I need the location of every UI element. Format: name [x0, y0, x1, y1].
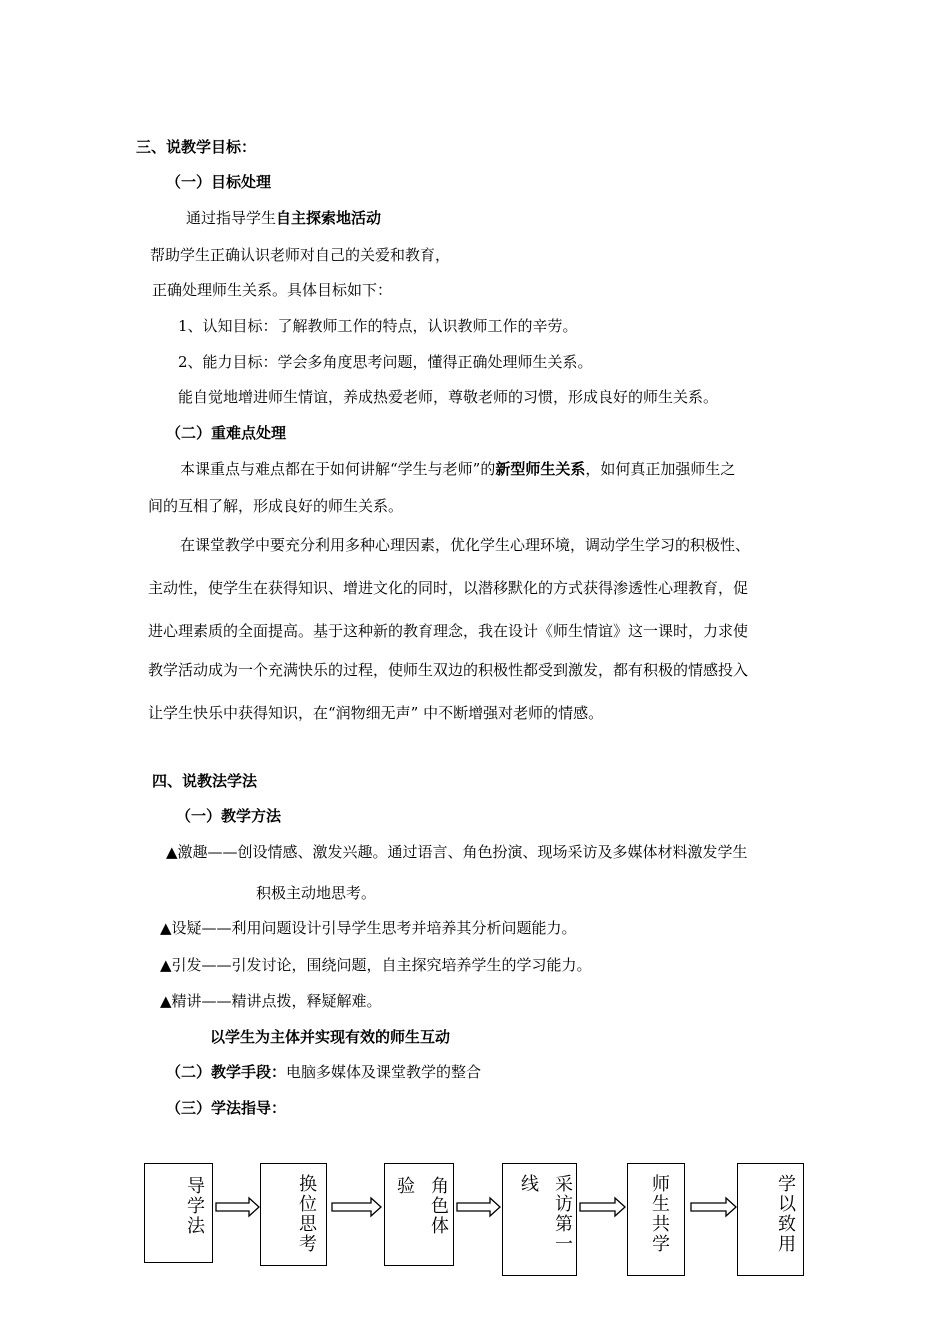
method-2: ▲设疑——利用问题设计引导学生思考并培养其分析问题能力。	[160, 919, 577, 937]
para-line: 进心理素质的全面提高。基于这种新的教育理念，我在设计《师生情谊》这一课时，力求使	[148, 622, 749, 640]
flow-box-6-label: 学以致用	[775, 1174, 796, 1254]
flow-box-5-label: 师生共学	[649, 1174, 670, 1254]
section3-sub2: （二）重难点处理	[166, 424, 287, 442]
para-line: 主动性，使学生在获得知识、增进文化的同时，以潜移默化的方式获得渗透性心理教育，促	[148, 579, 749, 597]
section4-sub2	[166, 1062, 481, 1082]
section3-sub1: （一）目标处理	[166, 173, 272, 191]
flow-arrow-icon	[456, 1196, 502, 1218]
flow-box-1-label: 导学法	[184, 1176, 205, 1236]
k1-bold: 新型师生关系	[495, 460, 586, 478]
flow-box-6	[737, 1163, 804, 1276]
flow-box-4-left: 线	[518, 1174, 539, 1194]
flow-arrow-icon	[579, 1196, 627, 1218]
k1-suffix: ，如何真正加强师生之	[585, 460, 736, 478]
flow-box-4	[502, 1163, 577, 1276]
flow-box-4-right: 采访第一	[552, 1174, 573, 1254]
p1-prefix: 通过指导学生	[186, 209, 277, 227]
goal-1: 1、认知目标：了解教师工作的特点，认识教师工作的辛劳。	[178, 317, 578, 335]
section3-heading: 三、说教学目标：	[136, 138, 257, 156]
flow-box-3-left: 验	[394, 1176, 415, 1196]
para-line: 让学生快乐中获得知识，在“润物细无声” 中不断增强对老师的情感。	[148, 704, 604, 722]
flow-box-5	[627, 1163, 685, 1276]
goal-3: 能自觉地增进师生情谊，养成热爱老师，尊敬老师的习惯，形成良好的师生关系。	[178, 388, 719, 406]
flow-arrow-icon	[215, 1196, 261, 1218]
flow-box-3-right: 角色体	[428, 1176, 449, 1236]
section4-sub3: （三）学法指导：	[166, 1099, 287, 1117]
center-statement: 以学生为主体并实现有效的师生互动	[210, 1028, 451, 1046]
section4-heading: 四、说教法学法	[152, 772, 258, 790]
flow-arrow-icon	[331, 1196, 383, 1218]
flow-box-2-label: 换位思考	[296, 1174, 317, 1254]
section3-p1	[186, 208, 381, 228]
method-1a: ▲激趣——创设情感、激发兴趣。通过语言、角色扮演、现场采访及多媒体材料激发学生	[166, 843, 748, 861]
method-1b: 积极主动地思考。	[256, 884, 377, 902]
flow-box-1	[144, 1163, 213, 1263]
section3-p2: 帮助学生正确认识老师对自己的关爱和教育，	[150, 246, 451, 264]
method-4: ▲精讲——精讲点拨，释疑解难。	[160, 992, 382, 1010]
section3-p3: 正确处理师生关系。具体目标如下：	[152, 281, 393, 299]
method-3: ▲引发——引发讨论，围绕问题，自主探究培养学生的学习能力。	[160, 956, 592, 974]
key-line-1	[180, 459, 735, 479]
sub2-label: （二）教学手段：	[166, 1063, 287, 1081]
flow-box-3	[384, 1163, 454, 1266]
para-line: 在课堂教学中要充分利用多种心理因素，优化学生心理环境，调动学生学习的积极性、	[180, 536, 751, 554]
section4-sub1: （一）教学方法	[176, 807, 282, 825]
para-line: 教学活动成为一个充满快乐的过程，使师生双边的积极性都受到激发，都有积极的情感投入	[148, 661, 749, 679]
goal-2: 2、能力目标：学会多角度思考问题，懂得正确处理师生关系。	[178, 353, 593, 371]
p1-bold: 自主探索地活动	[276, 209, 382, 227]
key-line-2: 间的互相了解，形成良好的师生关系。	[148, 497, 404, 515]
k1-prefix: 本课重点与难点都在于如何讲解“学生与老师”的	[180, 460, 496, 478]
sub2-text: 电脑多媒体及课堂教学的整合	[286, 1063, 482, 1081]
flow-arrow-icon	[690, 1196, 738, 1218]
flow-box-2	[260, 1163, 327, 1266]
